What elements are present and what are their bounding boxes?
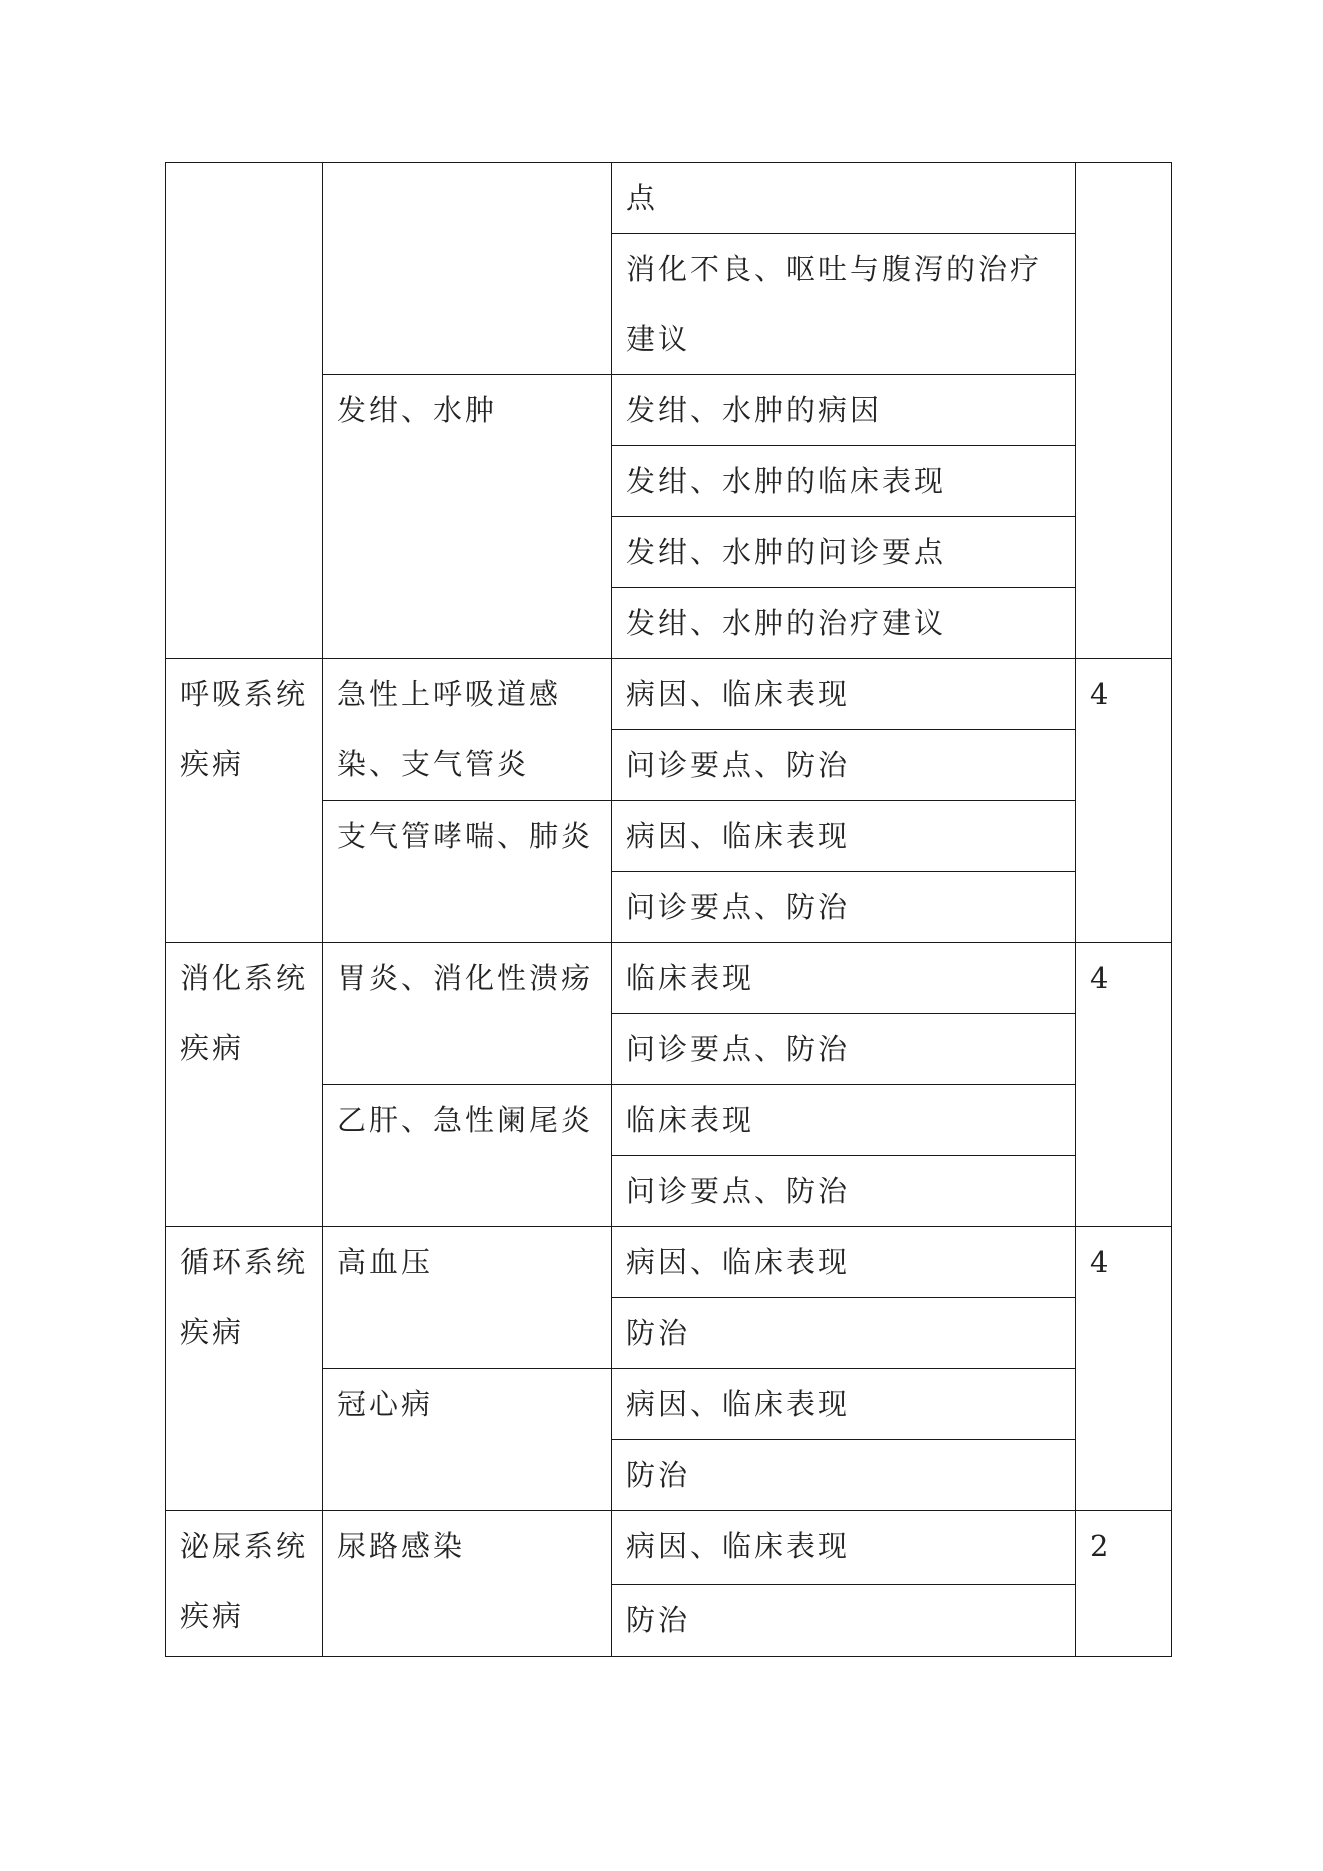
content-cell: 防治: [612, 1298, 1076, 1369]
system-cell: 循环系统疾病: [166, 1227, 323, 1511]
syllabus-table: [165, 162, 1172, 1657]
content-cell: 发绀、水肿的临床表现: [612, 446, 1076, 517]
content-cell: 临床表现: [612, 943, 1076, 1014]
hours-cell: 2: [1076, 1511, 1172, 1657]
hours-cell: 4: [1076, 1227, 1172, 1511]
content-cell: 发绀、水肿的病因: [612, 375, 1076, 446]
topic-cell: 支气管哮喘、肺炎: [323, 801, 612, 943]
system-cell: 泌尿系统疾病: [166, 1511, 323, 1657]
content-cell: 问诊要点、防治: [612, 730, 1076, 801]
content-cell: 发绀、水肿的治疗建议: [612, 588, 1076, 659]
topic-cell-continued: [323, 163, 612, 375]
content-cell: 防治: [612, 1440, 1076, 1511]
content-cell: 临床表现: [612, 1085, 1076, 1156]
system-cell-continued: [166, 163, 323, 659]
hours-cell-continued: [1076, 163, 1172, 659]
content-cell: 点: [612, 163, 1076, 234]
content-cell: 病因、临床表现: [612, 1369, 1076, 1440]
hours-cell: 4: [1076, 943, 1172, 1227]
topic-cell: 急性上呼吸道感染、支气管炎: [323, 659, 612, 801]
content-cell: 问诊要点、防治: [612, 1014, 1076, 1085]
content-cell: 消化不良、呕吐与腹泻的治疗建议: [612, 234, 1076, 375]
content-cell: 问诊要点、防治: [612, 872, 1076, 943]
content-cell: 病因、临床表现: [612, 1511, 1076, 1585]
content-cell: 防治: [612, 1585, 1076, 1657]
hours-cell: 4: [1076, 659, 1172, 943]
topic-cell: 乙肝、急性阑尾炎: [323, 1085, 612, 1227]
content-cell: 病因、临床表现: [612, 801, 1076, 872]
content-cell: 病因、临床表现: [612, 1227, 1076, 1298]
system-cell: 呼吸系统疾病: [166, 659, 323, 943]
topic-cell: 尿路感染: [323, 1511, 612, 1657]
system-cell: 消化系统疾病: [166, 943, 323, 1227]
content-cell: 发绀、水肿的问诊要点: [612, 517, 1076, 588]
topic-cell: 冠心病: [323, 1369, 612, 1511]
topic-cell: 胃炎、消化性溃疡: [323, 943, 612, 1085]
topic-cell: 高血压: [323, 1227, 612, 1369]
topic-cell: 发绀、水肿: [323, 375, 612, 659]
content-cell: 病因、临床表现: [612, 659, 1076, 730]
content-cell: 问诊要点、防治: [612, 1156, 1076, 1227]
